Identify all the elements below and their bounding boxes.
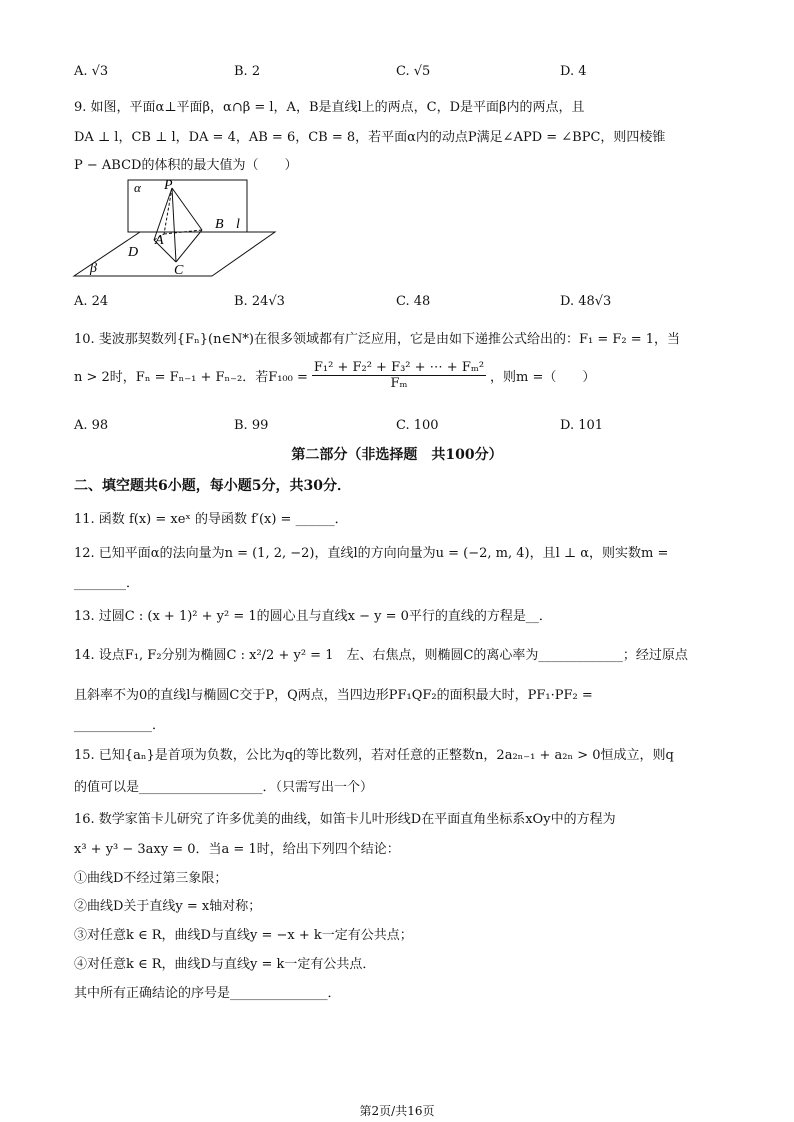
q12-line1: 12. 已知平面α的法向量为n = (1, 2, −2)，直线l的方向向量为u = (−2, m, 4)，且l ⊥ α，则实数m = bbox=[74, 546, 669, 561]
figure-label-a: A bbox=[155, 233, 164, 248]
q10-line1: 10. 斐波那契数列{Fₙ}(n∈N*)在很多领域都有广泛应用，它是由如下递推公式给出的：F₁ = F₂ = 1，当 bbox=[74, 332, 681, 347]
q16-conclusion-3: ③对任意k ∈ R，曲线D与直线y = −x + k一定有公共点； bbox=[74, 928, 413, 943]
q16-answer-line: 其中所有正确结论的序号是_______________． bbox=[74, 986, 341, 1001]
q10-option-b: B. 99 bbox=[234, 418, 269, 433]
q16-conclusion-2: ②曲线D关于直线y = x轴对称； bbox=[74, 899, 262, 914]
q9-option-a: A. 24 bbox=[74, 294, 109, 309]
figure-label-d: D bbox=[128, 245, 139, 260]
q16-conclusion-4: ④对任意k ∈ R，曲线D与直线y = k一定有公共点． bbox=[74, 957, 376, 972]
q14-line1: 14. 设点F₁, F₂分别为椭圆C : x²/2 + y² = 1 左、右焦点，则椭圆C的离心率为_____________；经过原点 bbox=[74, 648, 688, 663]
section2-title: 二、填空题共6小题，每小题5分，共30分． bbox=[74, 478, 351, 494]
q8-option-c: C. √5 bbox=[396, 64, 431, 79]
q9-option-b: B. 24√3 bbox=[234, 294, 285, 309]
q12-line2: ________． bbox=[74, 576, 140, 591]
figure-label-alpha: α bbox=[134, 180, 141, 195]
q9-line1: 9. 如图，平面α⊥平面β，α∩β = l，A，B是直线l上的两点，C，D是平面β内的两点，且 bbox=[74, 100, 585, 115]
q10-option-a: A. 98 bbox=[74, 418, 109, 433]
q16-line1: 16. 数学家笛卡儿研究了许多优美的曲线，如笛卡儿叶形线D在平面直角坐标系xOy中的方程为 bbox=[74, 812, 616, 827]
page-footer: 第2页/共16页 bbox=[359, 1104, 435, 1118]
q14-line3: ____________． bbox=[74, 718, 166, 733]
q14-line2: 且斜率不为0的直线l与椭圆C交于P，Q两点，当四边形PF₁QF₂的面积最大时，PF₁·PF₂ = bbox=[74, 688, 593, 703]
figure-label-beta: β bbox=[90, 261, 97, 276]
q8-option-b: B. 2 bbox=[234, 64, 261, 79]
q13-text: 13. 过圆C : (x + 1)² + y² = 1的圆心且与直线x − y = 0平行的直线的方程是__． bbox=[74, 609, 552, 624]
q10-fraction-denominator: Fₘ bbox=[390, 376, 408, 391]
part2-title: 第二部分（非选择题 共100分） bbox=[291, 447, 503, 463]
q11-text: 11. 函数 f(x) = xeˣ 的导函数 f′(x) = ______． bbox=[74, 512, 348, 527]
q16-line2: x³ + y³ − 3axy = 0．当a = 1时，给出下列四个结论： bbox=[74, 842, 400, 857]
figure-label-l: l bbox=[236, 217, 240, 232]
q10-option-c: C. 100 bbox=[396, 418, 439, 433]
q9-line2: DA ⊥ l，CB ⊥ l，DA = 4，AB = 6，CB = 8，若平面α内的动点P满足∠APD = ∠BPC，则四棱锥 bbox=[74, 130, 666, 145]
q15-line2: 的值可以是___________________．（只需写出一个） bbox=[74, 780, 374, 795]
q16-conclusion-1: ①曲线D不经过第三象限； bbox=[74, 871, 228, 886]
q10-fraction bbox=[312, 360, 486, 391]
q8-option-d: D. 4 bbox=[560, 64, 587, 79]
q9-option-c: C. 48 bbox=[396, 294, 431, 309]
q10-line2-pre: n > 2时，Fₙ = Fₙ₋₁ + Fₙ₋₂．若F₁₀₀ = bbox=[74, 370, 308, 385]
q10-line2-post: ，则m =（ ） bbox=[490, 370, 596, 385]
q15-line1: 15. 已知{aₙ}是首项为负数，公比为q的等比数列，若对任意的正整数n，2a₂ₙ₋₁ + a₂ₙ > 0恒成立，则q bbox=[74, 748, 674, 763]
q10-fraction-numerator: F₁² + F₂² + F₃² + ⋯ + Fₘ² bbox=[313, 360, 485, 375]
figure-label-c: C bbox=[174, 263, 184, 278]
q8-option-a: A. √3 bbox=[74, 64, 109, 79]
q9-figure bbox=[72, 178, 277, 280]
q9-line3: P − ABCD的体积的最大值为（ ） bbox=[74, 158, 298, 173]
q10-line2 bbox=[74, 360, 595, 391]
q10-option-d: D. 101 bbox=[560, 418, 604, 433]
figure-label-p: P bbox=[164, 178, 173, 193]
q9-option-d: D. 48√3 bbox=[560, 294, 612, 309]
figure-label-b: B bbox=[215, 217, 224, 232]
